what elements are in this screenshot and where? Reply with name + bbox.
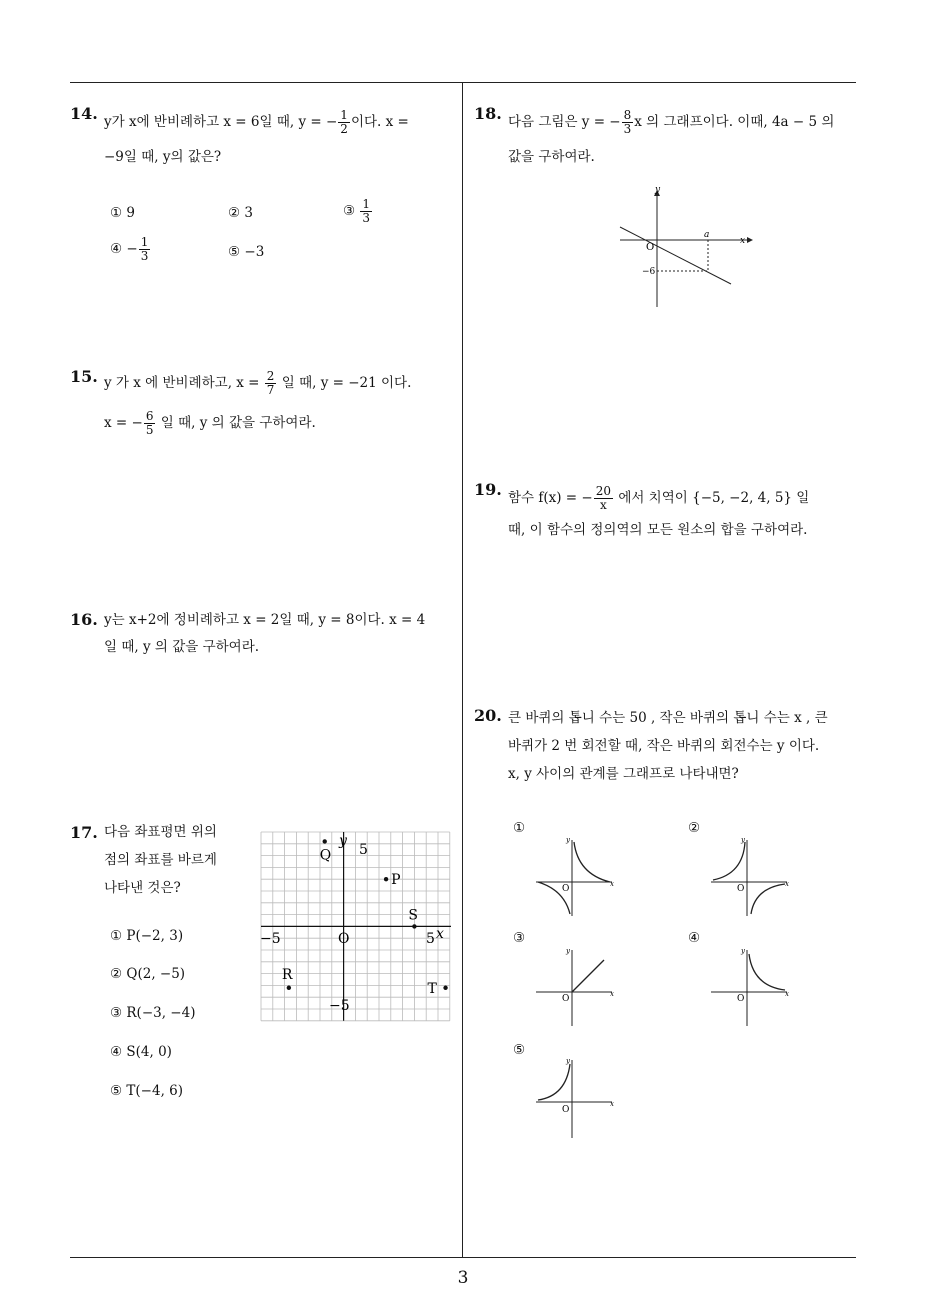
question-text-line1: y 가 x 에 반비례하고, x = $\frac{2}{7}$ 일 때, y = −21 이다. <box>104 369 412 397</box>
svg-text:O: O <box>737 884 745 894</box>
tick-label-bottom: −5 <box>329 998 350 1014</box>
option-3[interactable]: ③ R(−3, −4) <box>110 1005 196 1021</box>
y-axis-label: y <box>655 185 661 195</box>
question-text-line1: 다음 그림은 y = − $\frac{8}{3}$ x 의 그래프이다. 이때, 4a − 5 의 <box>508 108 835 136</box>
svg-text:y: y <box>741 947 745 955</box>
point-t <box>443 986 447 990</box>
option-2-graph <box>709 832 795 918</box>
y-axis-label: y <box>339 833 347 849</box>
option-4[interactable]: ④ − $\frac{1}{3}$ <box>110 235 149 263</box>
neg6-label: −6 <box>642 267 656 277</box>
svg-text:y: y <box>566 1057 570 1065</box>
question-number: 20. <box>474 706 502 725</box>
line-graph <box>615 182 755 312</box>
question-number: 18. <box>474 104 502 123</box>
option-4[interactable]: ④ S(4, 0) <box>110 1044 172 1060</box>
question-number: 17. <box>70 823 98 842</box>
option-3[interactable]: ③ $\frac{1}{3}$ <box>343 197 371 225</box>
point-p <box>384 877 388 881</box>
point-label-r: R <box>281 966 293 983</box>
option-5[interactable]: ⑤ T(−4, 6) <box>110 1083 184 1099</box>
question-number: 16. <box>70 610 98 629</box>
question-text-line1: y가 x에 반비례하고 x = 6일 때, y = − $\frac{1}{2}$ 이다. x = <box>104 108 409 136</box>
point-s <box>412 924 416 928</box>
svg-text:x: x <box>785 880 789 888</box>
coordinate-grid <box>259 830 451 1025</box>
option-1[interactable]: ① 9 <box>110 205 135 221</box>
top-rule <box>70 82 856 83</box>
option-5[interactable]: ⑤ <box>513 1042 526 1058</box>
svg-text:y: y <box>566 947 570 955</box>
option-1[interactable]: ① P(−2, 3) <box>110 928 184 944</box>
svg-text:x: x <box>610 990 614 998</box>
question-text-line1: 함수 f(x) = − $\frac{20}{x}$ 에서 치역이 {−5, −2, 4, 5} 일 <box>508 484 810 512</box>
question-text-line2: 점의 좌표를 바르게 <box>104 852 217 868</box>
column-divider <box>462 82 463 1258</box>
point-q <box>323 839 327 843</box>
point-label-q: Q <box>319 847 332 864</box>
question-number: 15. <box>70 367 98 386</box>
option-3[interactable]: ③ <box>513 930 526 946</box>
svg-text:O: O <box>562 994 570 1004</box>
tick-label-left: −5 <box>260 931 281 947</box>
option-5-graph <box>534 1054 620 1140</box>
x-axis-label: x <box>436 926 444 942</box>
tick-label-right: 5 <box>426 931 435 947</box>
page-number: 3 <box>457 1268 469 1288</box>
point-label-t: T <box>427 980 437 997</box>
point-label-s: S <box>408 907 418 924</box>
question-text-line1: 다음 좌표평면 위의 <box>104 824 217 840</box>
option-4[interactable]: ④ <box>688 930 701 946</box>
question-text-line3: x, y 사이의 관계를 그래프로 나타내면? <box>508 766 739 782</box>
svg-text:x: x <box>610 1100 614 1108</box>
bottom-rule <box>70 1257 856 1258</box>
x-axis-arrow-icon <box>747 237 753 243</box>
question-text-line2: 바퀴가 2 번 회전할 때, 작은 바퀴의 회전수는 y 이다. <box>508 738 820 754</box>
svg-text:O: O <box>562 884 570 894</box>
point-label-p: P <box>391 872 401 889</box>
question-text-line2: 때, 이 함수의 정의역의 모든 원소의 합을 구하여라. <box>508 522 808 538</box>
option-1-graph <box>534 832 620 918</box>
question-text-line2: x = − $\frac{6}{5}$ 일 때, y 의 값을 구하여라. <box>104 409 316 437</box>
svg-text:y: y <box>566 836 570 844</box>
x-axis-label: x <box>740 236 746 246</box>
question-text-line2: −9일 때, y의 값은? <box>104 149 222 165</box>
point-r <box>287 986 291 990</box>
svg-text:y: y <box>741 836 745 844</box>
origin-label: O <box>646 242 655 253</box>
option-5[interactable]: ⑤ −3 <box>228 244 265 260</box>
option-2[interactable]: ② 3 <box>228 205 253 221</box>
question-text-line2: 일 때, y 의 값을 구하여라. <box>104 639 260 655</box>
question-text-line1: 큰 바퀴의 톱니 수는 50 , 작은 바퀴의 톱니 수는 x , 큰 <box>508 710 828 726</box>
option-4-graph <box>709 944 795 1030</box>
svg-text:x: x <box>785 990 789 998</box>
svg-text:O: O <box>562 1105 570 1115</box>
question-text-line2: 값을 구하여라. <box>508 149 595 165</box>
svg-text:O: O <box>737 994 745 1004</box>
option-3-graph <box>534 944 620 1030</box>
svg-text:x: x <box>610 880 614 888</box>
option-1[interactable]: ① <box>513 820 526 836</box>
question-number: 19. <box>474 480 502 499</box>
question-number: 14. <box>70 104 98 123</box>
option-2[interactable]: ② Q(2, −5) <box>110 966 186 982</box>
tick-label-top: 5 <box>359 842 368 858</box>
fraction: $\frac{1}{2}$ <box>340 108 348 136</box>
question-text-line3: 나타낸 것은? <box>104 880 181 896</box>
graph-line <box>620 227 731 284</box>
option-2[interactable]: ② <box>688 820 701 836</box>
origin-label: O <box>338 931 350 947</box>
a-label: a <box>704 230 710 240</box>
question-text-line1: y는 x+2에 정비례하고 x = 2일 때, y = 8이다. x = 4 <box>104 612 426 628</box>
